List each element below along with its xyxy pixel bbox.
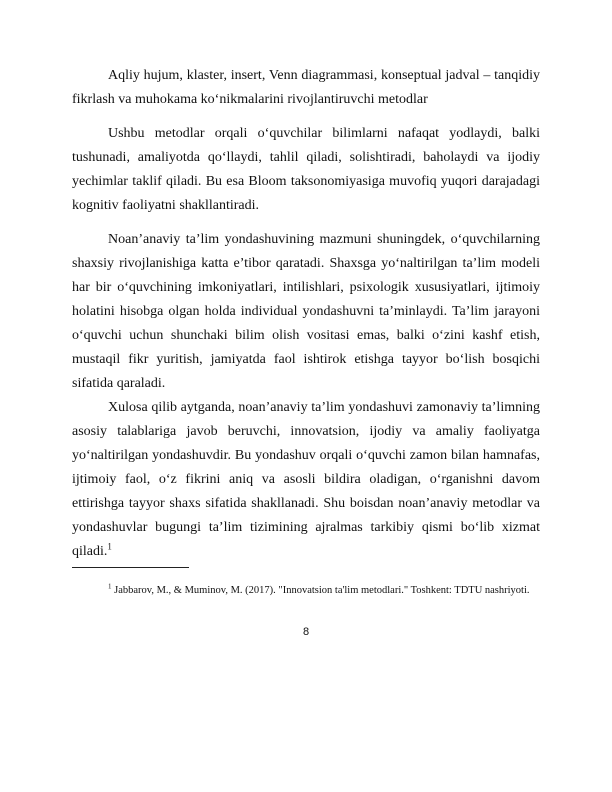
paragraph-methods-list: Aqliy hujum, klaster, insert, Venn diagrammasi, konseptual jadval – tanqidiy fikrlash va muhokama ko‘nikmalarini rivojlantiruvchi metodlar [72,68,540,107]
paragraph-conclusion-text: Xulosa qilib aytganda, noan’anaviy ta’lim yondashuvi zamonaviy ta’limning asosiy talablariga javob beruvchi, innovatsion, ijodiy va amaliy faoliyatga yo‘naltirilgan yondashuvdir. Bu yondashuv orqali o‘quvchi zamon bilan hamnafas, ijtimoiy faol, o‘z fikrini aniq va asosli bildira oladigan, o‘rganishni davom ettirishga tayyor shaxs sifatida shakllanadi. Shu boisdan noan’anaviy metodlar va yondashuvlar bugungi ta’lim tizimining ajralmas tarkibiy qismi bo‘lib xizmat qiladi. [72,400,540,559]
footnote-reference[interactable]: 1 [107,541,112,552]
paragraph-bloom-taxonomy: Ushbu metodlar orqali o‘quvchilar bilimlarni nafaqat yodlaydi, balki tushunadi, amaliyotda qo‘llaydi, tahlil qiladi, solishtiradi, baholaydi va ijodiy yechimlar taklif qiladi. Bu esa Bloom taksonomiyasiga muvofiq yuqori darajadagi kognitiv faoliyatni shakllantiradi. [72,126,540,213]
page-number: 8 [302,626,310,638]
footnote-divider [72,567,189,568]
paragraph-conclusion [72,396,540,564]
footnote-text: Jabbarov, M., & Muminov, M. (2017). "Innovatsion ta'lim metodlari." Toshkent: TDTU nashriyoti. [114,585,530,596]
footnote-marker: 1 [108,582,112,591]
document-body [72,64,540,564]
footnote [72,581,540,601]
paragraph-personal-development: Noan’anaviy ta’lim yondashuvining mazmuni shuningdek, o‘quvchilarning shaxsiy rivojlanishiga katta e’tibor qaratadi. Shaxsga yo‘naltirilgan ta’lim modeli har bir o‘quvchining imkoniyatlari, intilishlari, psixologik xususiyatlari, ijtimoiy holatini hisobga olgan holda individual yondashuvni ta’minlaydi. Ta’lim jarayoni o‘quvchi uchun shunchaki bilim olish vositasi emas, balki o‘zini kashf etish, mustaqil fikr yuritish, jamiyatda faol ishtirok etishga tayyor bo‘lish bosqichi sifatida qaraladi. [72,232,540,391]
